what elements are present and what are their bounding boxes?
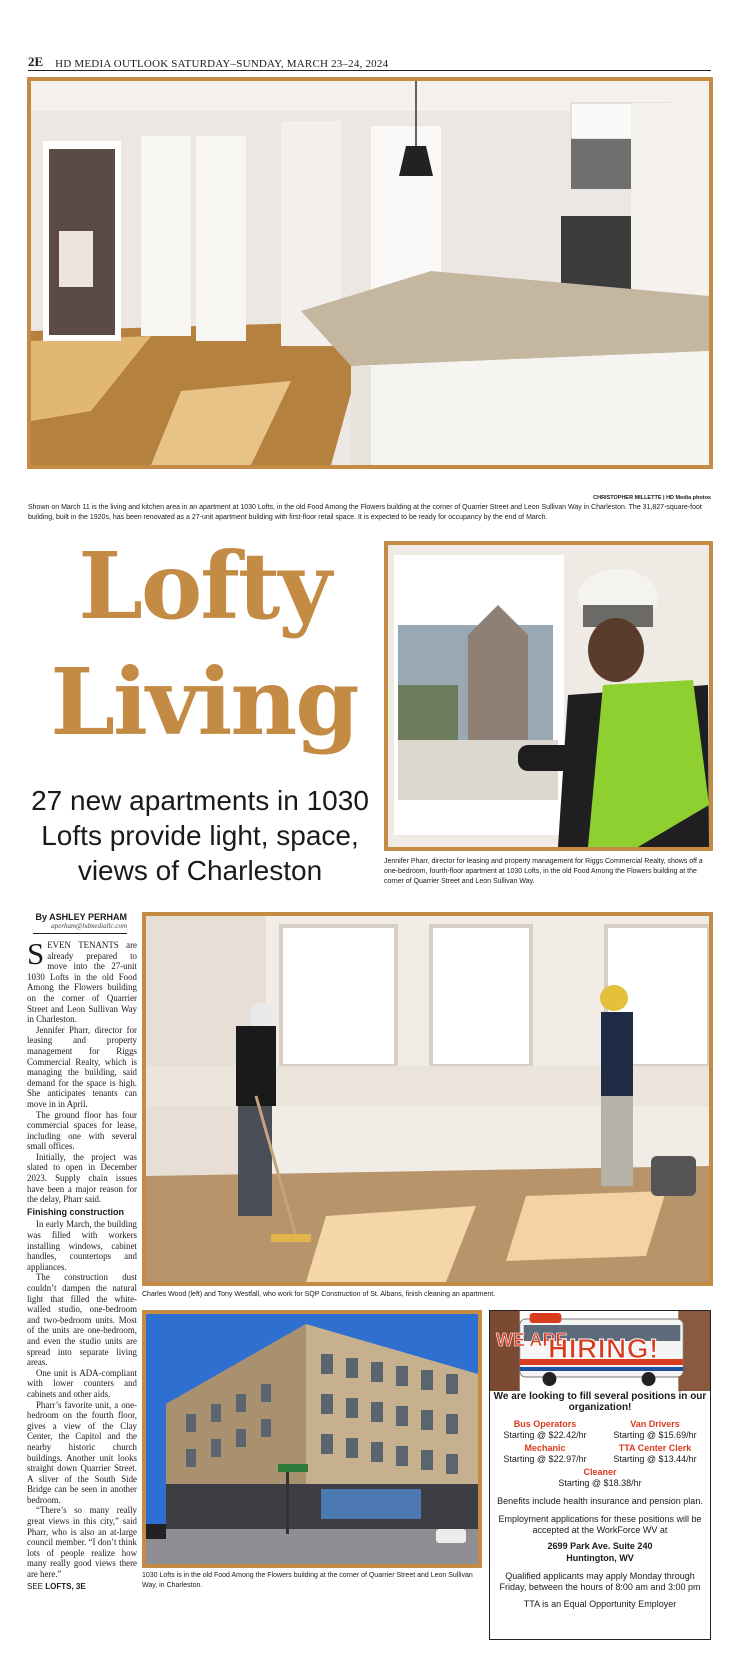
ad-job <box>490 1443 600 1465</box>
ad-address-line-1: 2699 Park Ave. Suite 240 <box>547 1541 653 1551</box>
byline: By ASHLEY PERHAM <box>35 912 127 922</box>
headline-line-1: Lofty <box>78 532 330 640</box>
pharr-photo <box>384 541 713 851</box>
ad-benefits: Benefits include health insurance and pension plan. <box>497 1496 703 1506</box>
ad-jobs <box>490 1419 710 1489</box>
story-paragraph: Initially, the project was slated to open in December 2023. Supply chain issues have been a major reason for the delay, Pharr said. <box>27 1151 137 1205</box>
story-lead-text: EVEN TENANTS are already prepared to move into the 27-unit 1030 Lofts in the old Food Among the Flowers building on the corner of Quarrier Street and Leon Sullivan Way in Charleston. <box>27 940 137 1025</box>
page-header <box>28 54 711 71</box>
ad-job <box>490 1467 710 1489</box>
jump-target: LOFTS, 3E <box>45 1582 86 1591</box>
ad-we-are: WE ARE <box>496 1330 568 1350</box>
ad-job-pay: Starting @ $13.44/hr <box>613 1454 697 1464</box>
photo-credit: CHRISTOPHER MILLETTE | HD Media photos <box>593 495 711 501</box>
ad-job-title: Bus Operators <box>513 1419 577 1429</box>
story-paragraph: The construction dust couldn’t dampen the natural light that filled the white-walled studio, one-bedroom and two-bedroom units. Most of the units are one-bedroom, and even the studio units are spread into separate living areas. <box>27 1272 137 1368</box>
story-lead-paragraph <box>27 940 137 1025</box>
ad-job-title: Mechanic <box>524 1443 566 1453</box>
building-photo <box>142 1310 482 1568</box>
jump-line <box>27 1582 86 1591</box>
drop-cap: S <box>27 940 45 971</box>
ad-job-pay: Starting @ $18.38/hr <box>558 1478 642 1488</box>
story-paragraph: “There’s so many really great views in this city,” said Pharr, who is also an at-large council member. “I don’t think lots of people realize how many really good views there are here.” <box>27 1505 137 1580</box>
jump-prefix: SEE <box>27 1582 44 1591</box>
pharr-photo-caption: Jennifer Pharr, director for leasing and property management for Riggs Commercial Realty, shows off a one-bedroom, fourth-floor apartment at 1030 Lofts, in the old Food Among the Flowers building at the corner of Quarrier Street and Leon Sullivan Way. <box>384 858 703 885</box>
story-paragraph: The ground floor has four commercial spaces for lease, including one with several small offices. <box>27 1109 137 1152</box>
page-number: 2E <box>28 54 44 69</box>
story-subhead: Finishing construction <box>27 1206 124 1217</box>
story-column <box>27 940 137 1580</box>
ad-job <box>600 1443 710 1465</box>
kitchen-photo-caption: Shown on March 11 is the living and kitchen area in an apartment at 1030 Lofts, in the old Food Among the Flowers building at the corner of Quarrier Street and Leon Sullivan Way in Charleston. The 31,827-square-foot building, built in the 1920s, has been renovated as a 27-unit apartment building with first-floor retail space. It is expected to be ready for occupancy by the end of March. <box>28 504 702 521</box>
kitchen-photo <box>27 77 713 469</box>
ad-job-title: TTA Center Clerk <box>618 1443 692 1453</box>
ad-hours: Qualified applicants may apply Monday through Friday, between the hours of 8:00 am and 3:00 pm <box>499 1571 701 1592</box>
ad-job <box>490 1419 600 1441</box>
ad-eeo: TTA is an Equal Opportunity Employer <box>523 1599 677 1609</box>
story-paragraph: In early March, the building was filled with workers installing windows, cabinet handles, countertops and appliances. <box>27 1219 137 1272</box>
workers-photo-caption: Charles Wood (left) and Tony Westfall, who work for SQP Construction of St. Albans, finish cleaning an apartment. <box>142 1291 496 1298</box>
story-paragraph: Jennifer Pharr, director for leasing and property management for Riggs Commercial Realty, which is managing the building, said demand for the space is high. She anticipates tenants can move in in April. <box>27 1024 137 1109</box>
headline-deck: 27 new apartments in 1030 Lofts provide light, space, views of Charleston <box>31 785 369 886</box>
author-email: aperham@hdmediallc.com <box>33 922 127 934</box>
ad-job <box>600 1419 710 1441</box>
ad-job-title: Van Drivers <box>630 1419 680 1429</box>
ad-banner <box>490 1311 710 1391</box>
story-paragraph: Pharr’s favorite unit, a one-bedroom on the fourth floor, gives a view of the Clay Center, the Capitol and the nearby historic church buildings. Another unit looks straight down Quarrier Street. A sliver of the South Side Bridge can be seen in another bedroom. <box>27 1399 137 1505</box>
publication-line: HD MEDIA OUTLOOK SATURDAY–SUNDAY, MARCH 23–24, 2024 <box>55 58 389 70</box>
ad-address-line-2: Huntington, WV <box>566 1553 634 1563</box>
workers-photo <box>142 912 713 1286</box>
headline-line-2: Living <box>50 648 358 756</box>
ad-intro: We are looking to fill several positions in our organization! <box>493 1391 707 1413</box>
ad-hiring: HIRING! <box>548 1333 659 1364</box>
tta-hiring-ad <box>489 1310 711 1640</box>
ad-applications: Employment applications for these positions will be accepted at the WorkForce WV at <box>498 1514 702 1535</box>
ad-job-pay: Starting @ $15.69/hr <box>613 1430 697 1440</box>
ad-job-pay: Starting @ $22.42/hr <box>503 1430 587 1440</box>
story-paragraph: One unit is ADA-compliant with lower counters and cabinets and other aids. <box>27 1367 137 1399</box>
ad-job-title: Cleaner <box>583 1467 617 1477</box>
building-photo-caption: 1030 Lofts is in the old Food Among the Flowers building at the corner of Quarrier Street and Leon Sullivan Way, in Charleston. <box>142 1572 473 1589</box>
ad-job-pay: Starting @ $22.97/hr <box>503 1454 587 1464</box>
